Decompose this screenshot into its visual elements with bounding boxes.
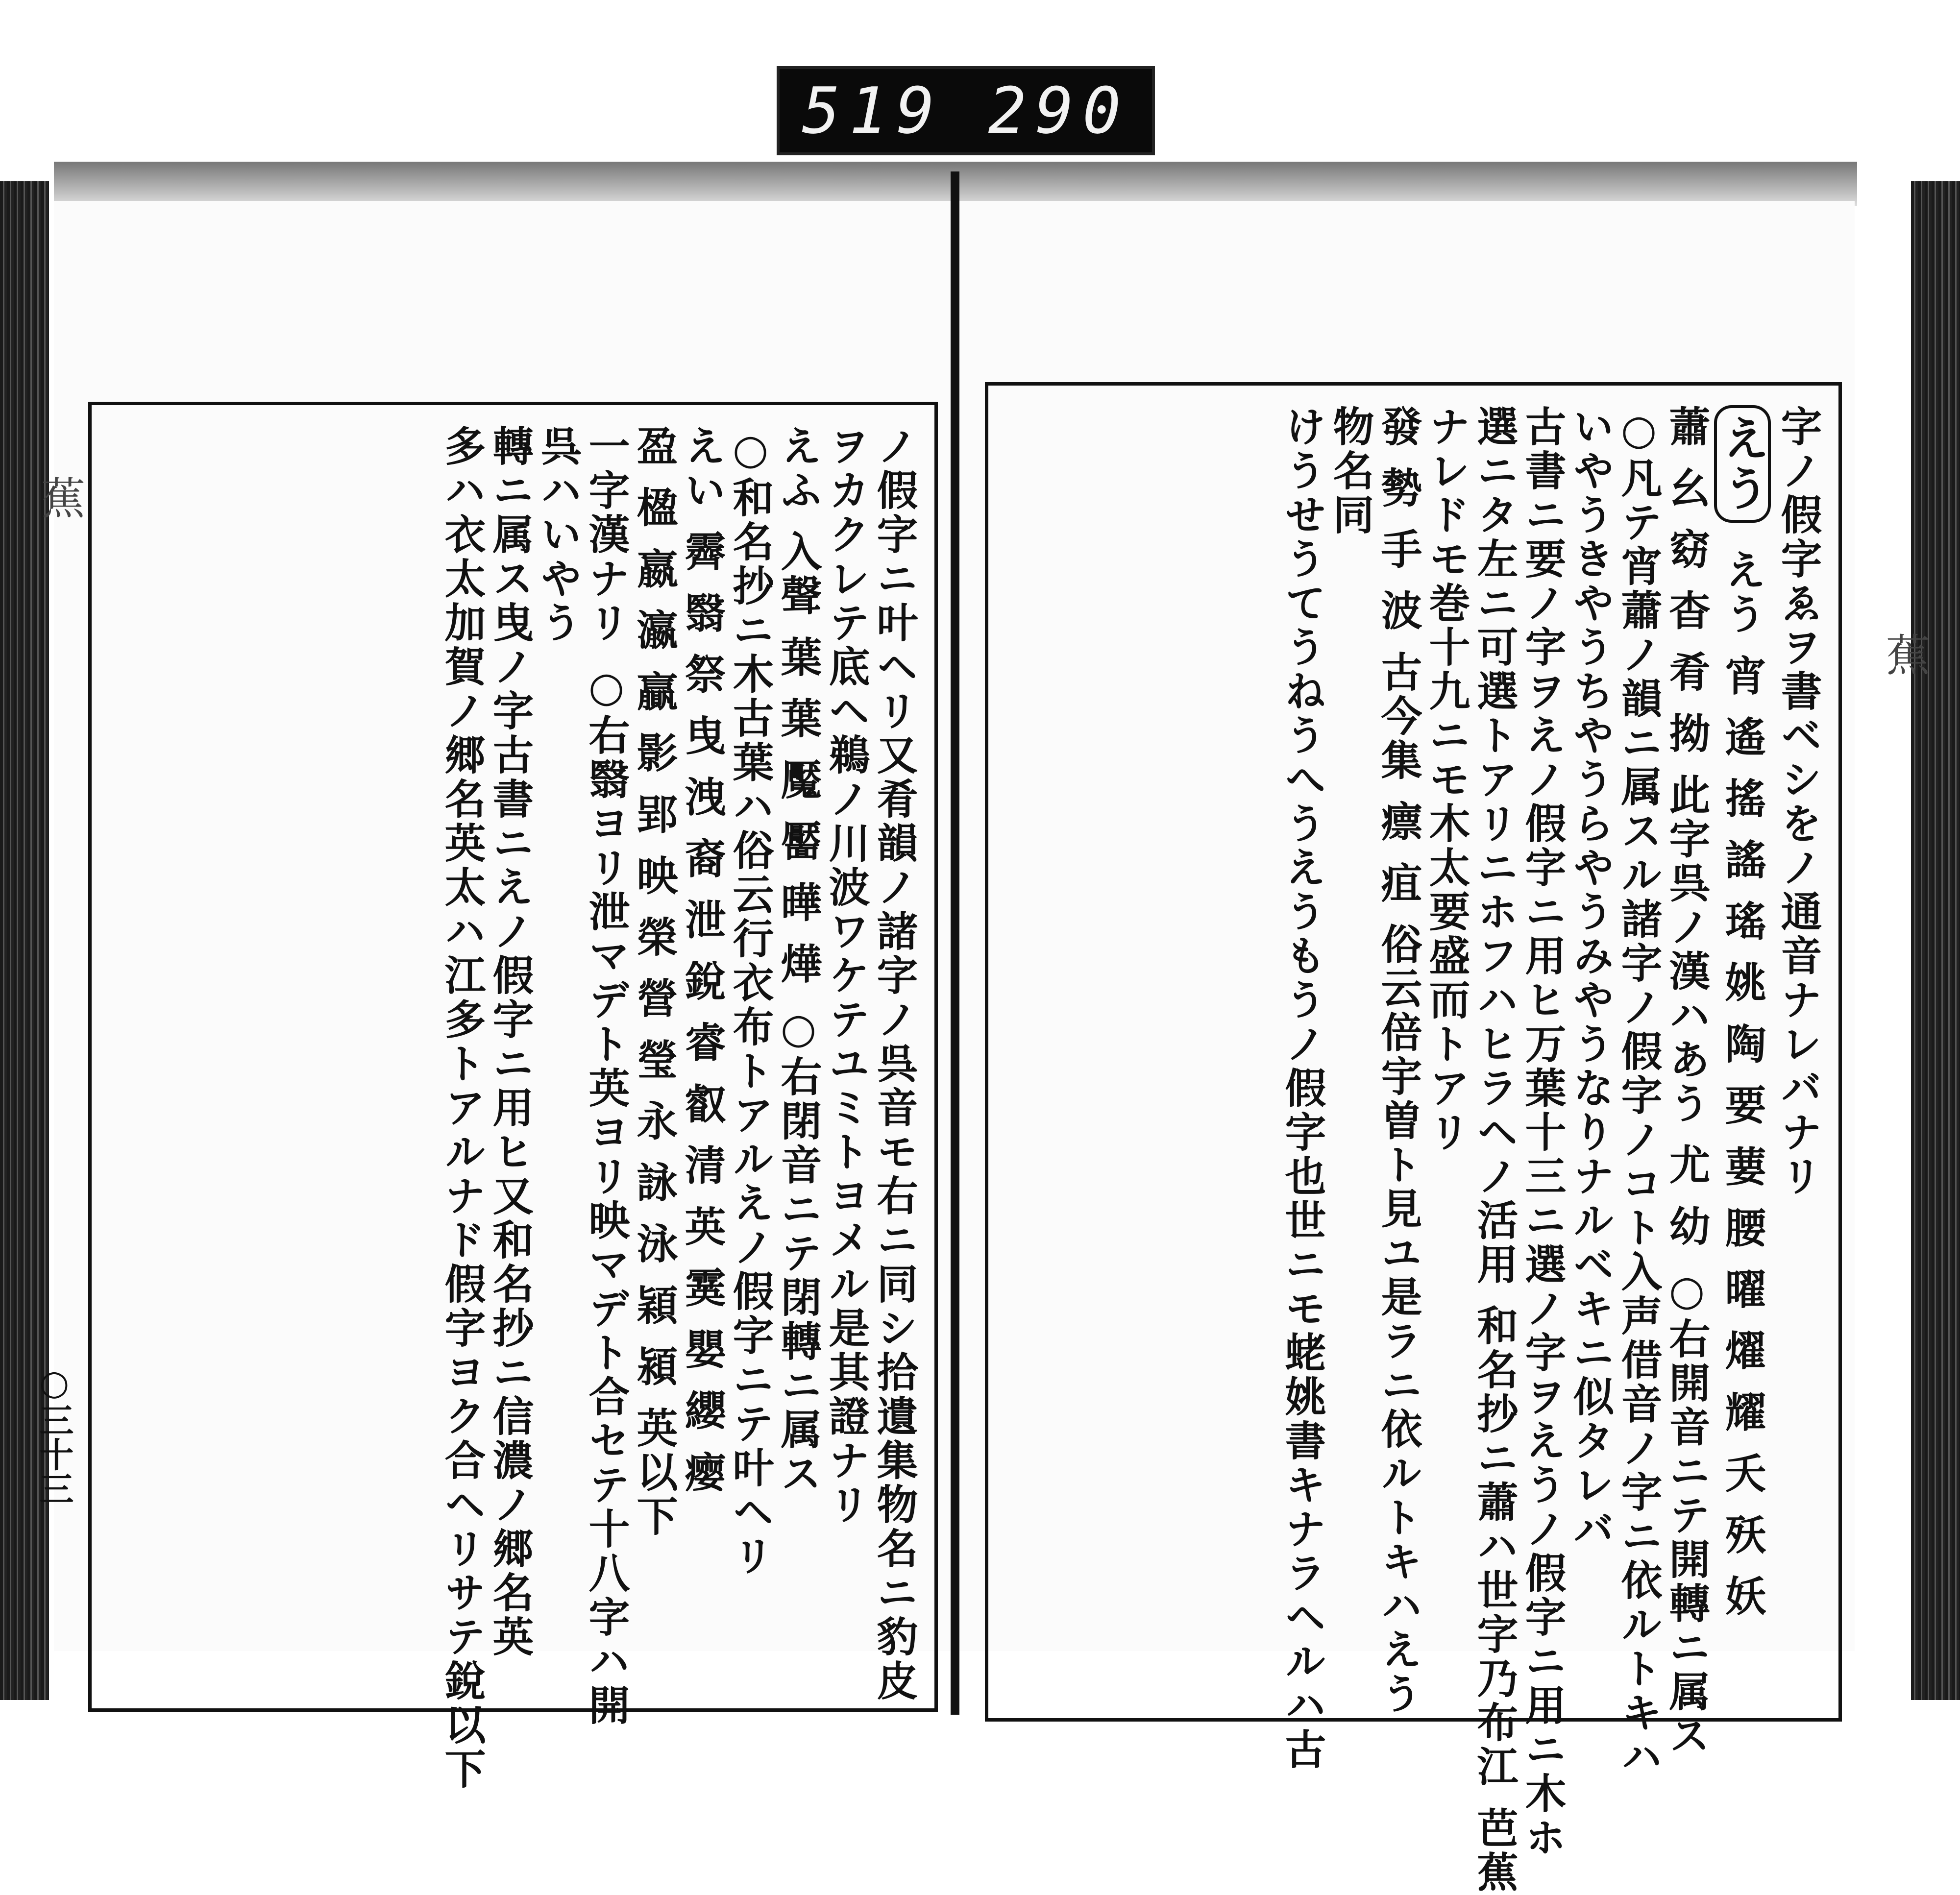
book-spine: [951, 171, 959, 1715]
text-column: 蕭 幺 窈 杳 肴 拗 此字呉ノ漢ハあう 尤 幼 ○右開音ニテ開轉ニ属ス: [1663, 405, 1711, 1759]
text-column: 物名同: [1326, 405, 1375, 537]
text-column: ノ假字ニ叶ヘリ又肴韻ノ諸字ノ呉音モ右ニ同シ拾遺集物名ニ豹皮: [870, 425, 919, 1703]
text-column: [1714, 405, 1771, 1699]
catalog-number-right: 290: [988, 73, 1130, 148]
text-column: 發 勢 手 波 古今集 瘭 疽 俗云倍宇曽ト見ユ是ラニ依ルトキハえう: [1374, 405, 1423, 1717]
text-column-body: えう 宵 遙 搖 謠 瑤 姚 陶 要 葽 腰 曜 燿 耀 夭 殀 妖: [1718, 549, 1767, 1619]
text-column: えい 霽 翳 祭 曳 洩 裔 泄 銳 睿 叡 清 英 霙 嬰 纓 瘿: [678, 425, 727, 1495]
page-number: ○三十三: [34, 1362, 74, 1506]
text-column: 選ニタ左ニ可選トアリニホフハヒラヘノ活用 和名抄ニ蕭ハ世字乃布江 芭蕉: [1470, 405, 1519, 1895]
section-heading: えう: [1714, 405, 1771, 523]
text-column: ○凡テ宵蕭ノ韻ニ属スル諸字ノ假字ノコト入声借音ノ字ニ依ルトキハ: [1615, 405, 1663, 1779]
text-column: 轉ニ属ス曳ノ字古書ニえノ假字ニ用ヒ又和名抄ニ信濃ノ郷名英: [486, 425, 535, 1659]
text-column: 多ハ衣太加賀ノ郷名英太ハ江多トアルナド假字ヨク合ヘリサテ銳以下: [438, 425, 487, 1792]
text-column: ナレドモ巻十九ニモ木太要盛而トアリ: [1422, 405, 1471, 1155]
text-column: えふ 入聲 葉 葉 魘 靨 曄 燁 ○右閉音ニテ閉轉ニ属ス: [774, 425, 823, 1496]
text-column: ○和名抄ニ木古葉ハ俗云行衣布トアルえノ假字ニテ叶ヘリ: [726, 425, 775, 1579]
text-column: 古書ニ要ノ字ヲえノ假字ニ用ヒ万葉十三ニ選ノ字ヲえうノ假字ニ用ニ木ホ: [1519, 405, 1567, 1860]
catalog-number-left: 519: [802, 73, 944, 148]
right-side-title: 蕉: [1878, 632, 1930, 676]
open-book: [0, 162, 1960, 1895]
catalog-label: [777, 66, 1155, 155]
text-column: 字ノ假字ゑヲ書ベシをノ通音ナレバナリ: [1774, 405, 1823, 1199]
right-page-edge: [1911, 181, 1960, 1700]
text-column: いやうきやうちやうらやうみやうなりナルベキニ似タレバ: [1567, 405, 1615, 1552]
left-side-title: 蕉: [33, 475, 85, 519]
right-text-frame: [985, 382, 1842, 1895]
left-text-frame: [88, 402, 938, 1792]
text-column: 呉ハいやう: [534, 425, 583, 645]
text-column: 一字漢ナリ ○右翳ヨリ泄マデト英ヨリ映マデト合セテ十八字ハ開: [582, 425, 631, 1728]
text-column: 盈 楹 嬴 瀛 贏 影 郢 映 榮 營 瑩 永 詠 泳 穎 潁 英以下: [630, 425, 679, 1539]
text-column: けうせうてうねうへうえうもうノ假字也世ニモ蛯姚書キナラヘルハ古: [1278, 405, 1327, 1772]
text-column: ヲカクレテ底ヘ鵜ノ川波ワケテユミトヨメル是其證ナリ: [822, 425, 871, 1527]
